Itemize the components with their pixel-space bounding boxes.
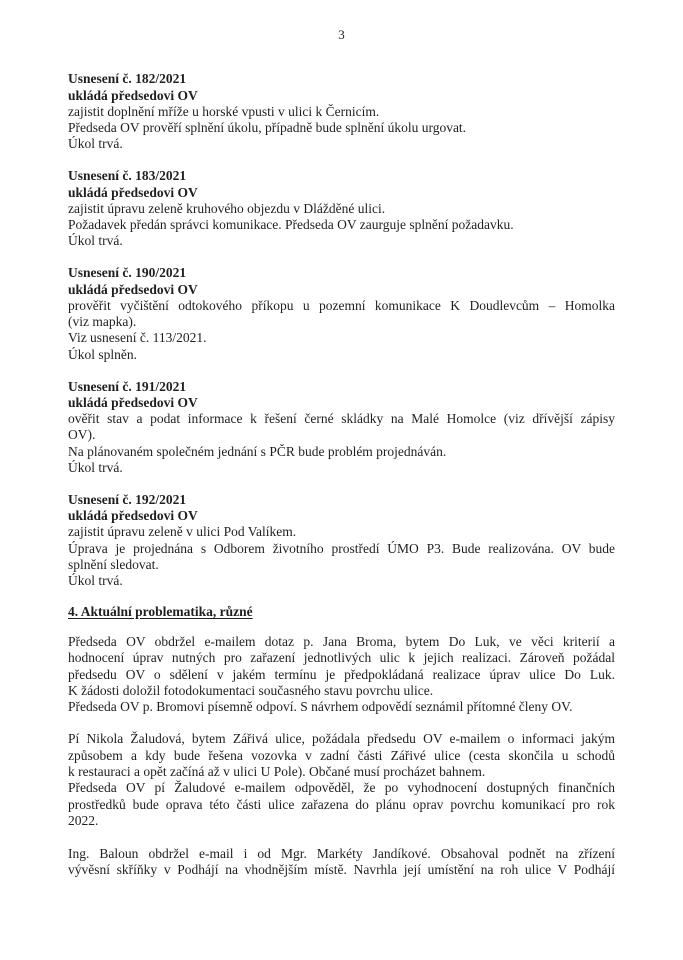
resolution-title: Usnesení č. 191/2021: [68, 378, 187, 394]
resolution-line: zajistit úpravu zeleně kruhového objezdu v Dlážděné ulici.: [68, 200, 386, 216]
paragraph-line: Předseda OV p. Bromovi písemně odpoví. S návrhem odpovědí seznámil přítomné členy OV.: [68, 699, 573, 715]
resolution-191: [68, 379, 615, 477]
resolution-title: Usnesení č. 183/2021: [68, 168, 187, 184]
resolution-line: zajistit úpravu zeleně v ulici Pod Valíkem.: [68, 524, 297, 540]
paragraph-line: Předseda OV pí Žaludové e-mailem odpověděl, že po vyhodnocení dostupných finančních: [68, 780, 615, 796]
resolution-line: prověřit vyčištění odtokového příkopu u pozemní komunikace K Doudlevcům – Homolka: [68, 297, 615, 313]
resolution-line: Úkol trvá.: [68, 233, 123, 249]
paragraph-block: [68, 846, 615, 879]
resolution-directive: ukládá předsedovi OV: [68, 184, 198, 200]
section-heading: 4. Aktuální problematika, různé: [68, 603, 253, 619]
resolution-183: [68, 168, 615, 249]
paragraph-line: Ing. Baloun obdržel e-mail i od Mgr. Markéty Jandíkové. Obsahoval podnět na zřízení: [68, 846, 615, 862]
paragraph-line: Pí Nikola Žaludová, bytem Zářivá ulice, požádala předsedu OV e-mailem o informaci jakým: [68, 731, 615, 747]
paragraph-line: předsedu OV o sdělení v jakém termínu je předpokládaná realizace úprav ulice Do Luk.: [68, 666, 615, 682]
paragraph-line: vývěsní skříňky v Podhájí na vhodnějším místě. Navrhla její umístění na roh ulice V Podhájí: [68, 862, 615, 878]
resolution-line: zajistit doplnění mříže u horské vpusti v ulici k Černicím.: [68, 103, 380, 119]
resolution-line: Úkol trvá.: [68, 460, 123, 476]
page-number: 3: [338, 27, 345, 42]
resolution-192: [68, 492, 615, 590]
resolution-line: Požadavek předán správci komunikace. Předseda OV zaurguje splnění požadavku.: [68, 217, 514, 233]
resolution-title: Usnesení č. 190/2021: [68, 265, 187, 281]
paragraph-line: hodnocení úprav nutných pro zařazení jednotlivých ulic k jejich realizaci. Zároveň požádal: [68, 650, 615, 666]
paragraph-line: Předseda OV obdržel e-mailem dotaz p. Jana Broma, bytem Do Luk, ve věci kriterií a: [68, 633, 615, 649]
resolution-title: Usnesení č. 192/2021: [68, 491, 187, 507]
paragraph-line: 2022.: [68, 812, 99, 828]
resolution-line: Úkol splněn.: [68, 346, 137, 362]
resolution-title: Usnesení č. 182/2021: [68, 71, 187, 87]
resolution-line: Viz usnesení č. 113/2021.: [68, 330, 207, 346]
paragraph-line: k restauraci a opět začíná až v ulici U Pole). Občané musí procházet bahnem.: [68, 763, 486, 779]
resolution-directive: ukládá předsedovi OV: [68, 281, 198, 297]
paragraph-block: [68, 731, 615, 829]
paragraph-line: prostředků bude oprava této části ulice zařazena do plánu oprav povrchu komunikací pro rok: [68, 796, 615, 812]
resolution-182: [68, 71, 615, 152]
paragraph-block: [68, 634, 615, 715]
resolution-190: [68, 265, 615, 363]
resolution-line: ověřit stav a podat informace k řešení černé skládky na Malé Homolce (viz dřívější zápisy: [68, 411, 615, 427]
paragraph-line: K žádosti doložil fotodokumentaci současného stavu povrchu ulice.: [68, 682, 434, 698]
resolution-line: Úkol trvá.: [68, 136, 123, 152]
resolution-line: OV).: [68, 427, 96, 443]
resolution-directive: ukládá předsedovi OV: [68, 87, 198, 103]
paragraph-line: způsobem a kdy bude řešena vozovka v zadní části Zářivé ulice (cesta skončila u schodů: [68, 747, 615, 763]
resolution-line: Na plánovaném společném jednání s PČR bude problém projednáván.: [68, 443, 447, 459]
resolution-directive: ukládá předsedovi OV: [68, 508, 198, 524]
resolution-directive: ukládá předsedovi OV: [68, 394, 198, 410]
resolution-line: (viz mapka).: [68, 314, 137, 330]
resolution-line: Předseda OV prověří splnění úkolu, případně bude splnění úkolu urgovat.: [68, 120, 467, 136]
resolution-line: splnění sledovat.: [68, 557, 159, 573]
resolution-line: Úkol trvá.: [68, 573, 123, 589]
resolution-line: Úprava je projednána s Odborem životního prostředí ÚMO P3. Bude realizována. OV bude: [68, 540, 615, 556]
